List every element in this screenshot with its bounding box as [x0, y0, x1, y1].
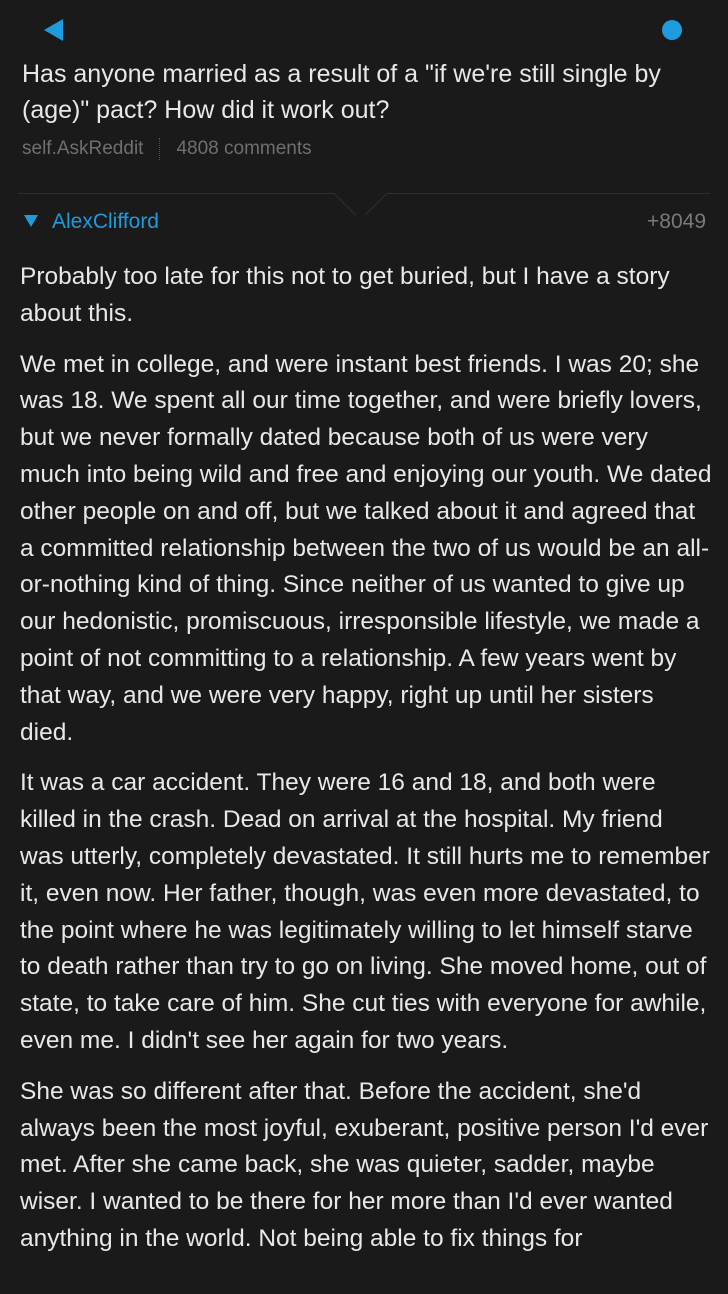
top-bar — [0, 0, 728, 58]
subreddit-label[interactable]: self.AskReddit — [22, 138, 144, 159]
comment-body — [20, 259, 712, 1272]
comment-paragraph: Probably too late for this not to get buried, but I have a story about this. — [20, 263, 670, 327]
back-arrow-icon[interactable] — [44, 19, 63, 41]
comment-count[interactable]: 4808 comments — [176, 138, 312, 159]
collapse-triangle-icon[interactable] — [24, 215, 38, 227]
post-meta — [22, 138, 312, 160]
comment-header — [22, 206, 708, 238]
post-title: Has anyone married as a result of a "if we're still single by (age)" pact? How did it work out? — [22, 60, 661, 124]
comment-score: +8049 — [647, 210, 706, 233]
comment-paragraph: We met in college, and were instant best friends. I was 20; she was 18. We spent all our time together, and were briefly lovers, but we never formally dated because both of us were very much into being wild and free and enjoying our youth. We dated other people on and off, but we talked about it and agreed that a committed relationship between the two of us would be an all-or-nothing kind of thing. Since neither of us wanted to give up our hedonistic, promiscuous, irresponsible lifestyle, we made a point of not committing to a relationship. A few years went by that way, and we were very happy, right up until her sisters died. — [20, 350, 712, 746]
comment-paragraph: It was a car accident. They were 16 and 18, and both were killed in the crash. Dead on arrival at the hospital. My friend was utterly, completely devastated. It still hurts me to remember it, even now. Her father, though, was even more devastated, to the point where he was legitimately willing to let himself starve to death rather than try to go on living. She moved home, out of state, to take care of him. She cut ties with everyone for awhile, even me. I didn't see her again for two years. — [20, 769, 710, 1054]
meta-separator — [159, 138, 160, 160]
menu-dot-icon[interactable] — [662, 20, 682, 40]
comment-author[interactable]: AlexClifford — [52, 210, 159, 233]
comment-paragraph: She was so different after that. Before the accident, she'd always been the most joyful, exuberant, positive person I'd ever met. After she came back, she was quieter, sadder, maybe wiser. I wanted to be there for her more than I'd ever wanted anything in the world. Not being able to fix things for — [20, 1077, 709, 1252]
